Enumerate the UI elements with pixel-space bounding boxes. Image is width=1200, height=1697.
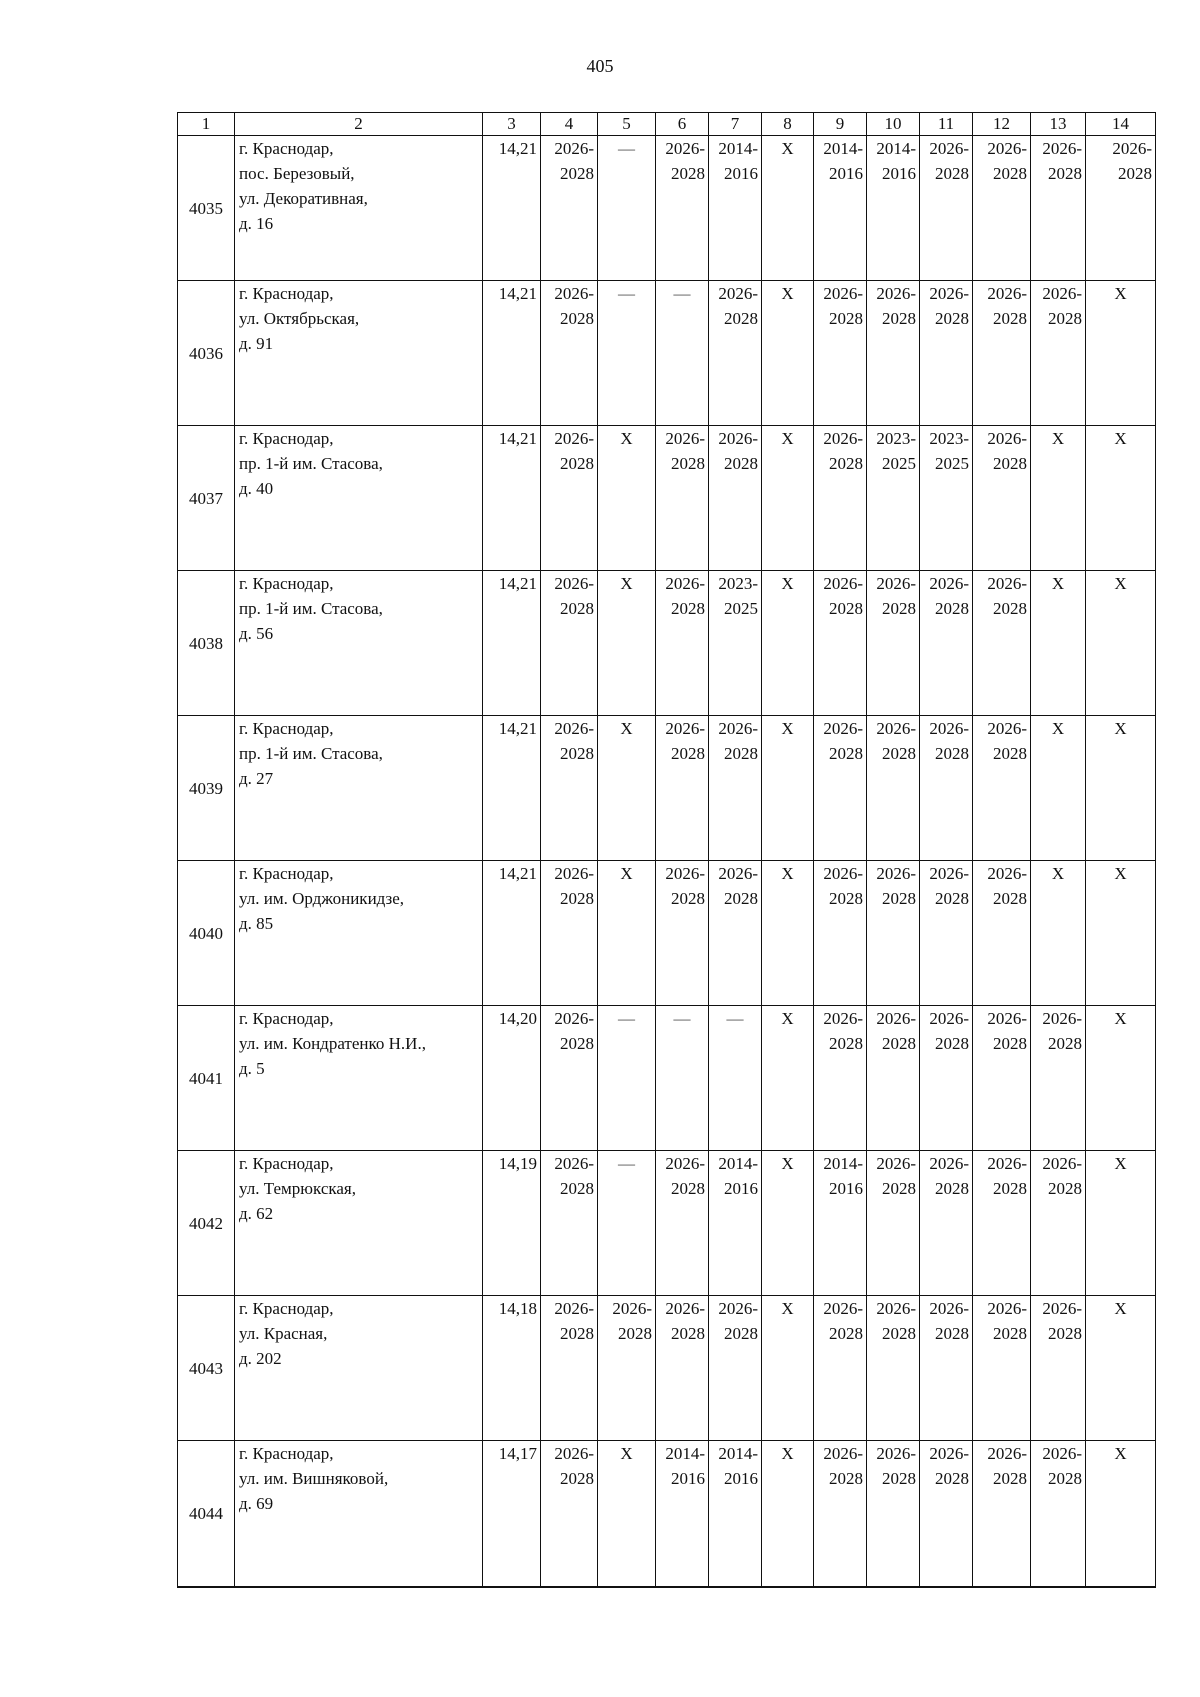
period-cell: 2026- 2028 (814, 426, 867, 571)
column-number-3: 3 (483, 113, 541, 136)
period-cell: 2026- 2028 (541, 571, 598, 716)
address-line: д. 91 (239, 334, 274, 353)
period-cell: 2026- 2028 (541, 426, 598, 571)
value-cell: 14,17 (483, 1441, 541, 1587)
table-row (178, 1296, 1156, 1441)
column-number-11: 11 (920, 113, 973, 136)
address-line: г. Краснодар, (239, 574, 334, 593)
period-cell: 2026- 2028 (867, 861, 920, 1006)
period-cell: 2026- 2028 (814, 1441, 867, 1587)
address-cell (235, 1296, 483, 1441)
address-line: д. 5 (239, 1059, 265, 1078)
period-cell: 2026- 2028 (973, 1151, 1031, 1296)
period-cell: 2026- 2028 (541, 281, 598, 426)
table-row (178, 1006, 1156, 1151)
period-cell: 2026- 2028 (867, 1441, 920, 1587)
row-number-cell: 4039 (178, 716, 235, 861)
period-cell: 2026- 2028 (656, 571, 709, 716)
period-cell: Х (762, 861, 814, 1006)
dash-mark: — (673, 1009, 691, 1028)
address-line: ул. им. Орджоникидзе, (239, 889, 405, 908)
period-cell: Х (1086, 571, 1156, 716)
period-cell: 2026- 2028 (656, 1151, 709, 1296)
period-cell: 2026- 2028 (973, 716, 1031, 861)
period-cell: 2026- 2028 (973, 426, 1031, 571)
dash-mark: — (618, 1009, 635, 1028)
period-cell: 2026- 2028 (973, 571, 1031, 716)
period-cell: 2026- 2028 (920, 1296, 973, 1441)
address-line: д. 56 (239, 624, 274, 643)
period-cell: 2014- 2016 (867, 136, 920, 281)
period-cell: 2026- 2028 (920, 1151, 973, 1296)
period-cell: Х (1086, 1296, 1156, 1441)
address-line: г. Краснодар, (239, 1444, 334, 1463)
address-line: г. Краснодар, (239, 139, 334, 158)
column-number-9: 9 (814, 113, 867, 136)
row-number-cell: 4035 (178, 136, 235, 281)
period-cell: 2023- 2025 (920, 426, 973, 571)
period-cell: Х (762, 426, 814, 571)
period-cell: 2026- 2028 (867, 1151, 920, 1296)
address-line: пос. Березовый, (239, 164, 355, 183)
table-row (178, 1441, 1156, 1587)
table-row (178, 571, 1156, 716)
table-row (178, 136, 1156, 281)
address-cell (235, 1151, 483, 1296)
period-cell: Х (762, 1006, 814, 1151)
table-row (178, 861, 1156, 1006)
dash-mark: — (618, 284, 635, 303)
period-cell: 2026- 2028 (973, 1296, 1031, 1441)
period-cell: 2026- 2028 (814, 1006, 867, 1151)
period-cell: Х (762, 571, 814, 716)
period-cell: Х (762, 1296, 814, 1441)
period-cell: 2026- 2028 (814, 571, 867, 716)
period-cell: Х (1086, 426, 1156, 571)
period-cell: 2026- 2028 (920, 716, 973, 861)
table-row (178, 716, 1156, 861)
address-line: ул. Темрюкская, (239, 1179, 356, 1198)
address-cell (235, 1441, 483, 1587)
period-cell: 2014- 2016 (709, 1441, 762, 1587)
period-cell (598, 1006, 656, 1151)
value-cell: 14,21 (483, 136, 541, 281)
period-cell: 2026- 2028 (709, 861, 762, 1006)
table-body (178, 136, 1156, 1587)
period-cell: Х (598, 716, 656, 861)
value-cell: 14,18 (483, 1296, 541, 1441)
period-cell: 2026- 2028 (920, 1006, 973, 1151)
address-cell (235, 281, 483, 426)
period-cell: 2026- 2028 (814, 861, 867, 1006)
address-cell (235, 426, 483, 571)
period-cell: 2026- 2028 (814, 1296, 867, 1441)
address-line: г. Краснодар, (239, 1009, 334, 1028)
address-line: ул. Красная, (239, 1324, 328, 1343)
address-line: г. Краснодар, (239, 1154, 334, 1173)
period-cell: Х (1086, 281, 1156, 426)
column-number-8: 8 (762, 113, 814, 136)
address-line: д. 16 (239, 214, 274, 233)
table-row (178, 281, 1156, 426)
period-cell: 2026- 2028 (867, 716, 920, 861)
address-line: д. 69 (239, 1494, 274, 1513)
period-cell: 2026- 2028 (867, 1296, 920, 1441)
period-cell: 2026- 2028 (656, 1296, 709, 1441)
period-cell: 2026- 2028 (541, 1296, 598, 1441)
period-cell: 2026- 2028 (541, 716, 598, 861)
column-number-1: 1 (178, 113, 235, 136)
column-number-4: 4 (541, 113, 598, 136)
period-cell: 2026- 2028 (973, 281, 1031, 426)
period-cell: Х (1031, 571, 1086, 716)
period-cell: Х (1086, 1151, 1156, 1296)
period-cell: Х (598, 571, 656, 716)
row-number-cell: 4044 (178, 1441, 235, 1587)
period-cell: 2026- 2028 (973, 861, 1031, 1006)
register-table (177, 112, 1156, 1588)
value-cell: 14,21 (483, 281, 541, 426)
address-cell (235, 136, 483, 281)
period-cell (709, 1006, 762, 1151)
address-cell (235, 1006, 483, 1151)
value-cell: 14,20 (483, 1006, 541, 1151)
period-cell (598, 136, 656, 281)
period-cell: 2026- 2028 (1031, 136, 1086, 281)
period-cell: 2023- 2025 (709, 571, 762, 716)
column-number-10: 10 (867, 113, 920, 136)
period-cell: 2026- 2028 (1031, 1296, 1086, 1441)
period-cell: Х (598, 861, 656, 1006)
period-cell: 2026- 2028 (973, 1006, 1031, 1151)
period-cell: 2026- 2028 (541, 136, 598, 281)
row-number-cell: 4038 (178, 571, 235, 716)
address-line: г. Краснодар, (239, 429, 334, 448)
period-cell: 2026- 2028 (920, 1441, 973, 1587)
address-line: д. 27 (239, 769, 274, 788)
column-number-7: 7 (709, 113, 762, 136)
period-cell: 2026- 2028 (814, 281, 867, 426)
address-line: пр. 1-й им. Стасова, (239, 599, 383, 618)
period-cell (598, 281, 656, 426)
dash-mark: — (618, 139, 635, 158)
address-line: г. Краснодар, (239, 864, 334, 883)
address-cell (235, 571, 483, 716)
period-cell: 2026- 2028 (656, 426, 709, 571)
value-cell: 14,21 (483, 861, 541, 1006)
period-cell: 2026- 2028 (867, 571, 920, 716)
table-row (178, 426, 1156, 571)
period-cell: 2023- 2025 (867, 426, 920, 571)
period-cell: Х (1086, 1006, 1156, 1151)
period-cell: Х (1086, 861, 1156, 1006)
period-cell: 2026- 2028 (920, 571, 973, 716)
address-cell (235, 861, 483, 1006)
period-cell: 2026- 2028 (973, 136, 1031, 281)
period-cell: 2014- 2016 (709, 136, 762, 281)
period-cell: Х (762, 1151, 814, 1296)
row-number-cell: 4036 (178, 281, 235, 426)
column-number-2: 2 (235, 113, 483, 136)
period-cell: 2026- 2028 (598, 1296, 656, 1441)
address-line: д. 40 (239, 479, 274, 498)
dash-mark: — (726, 1009, 744, 1028)
period-cell: 2026- 2028 (814, 716, 867, 861)
address-line: г. Краснодар, (239, 1299, 334, 1318)
period-cell: 2026- 2028 (920, 281, 973, 426)
column-number-5: 5 (598, 113, 656, 136)
column-number-6: 6 (656, 113, 709, 136)
period-cell: 2026- 2028 (920, 861, 973, 1006)
period-cell: Х (1031, 861, 1086, 1006)
period-cell: Х (1086, 716, 1156, 861)
period-cell: 2014- 2016 (814, 1151, 867, 1296)
period-cell: 2026- 2028 (656, 716, 709, 861)
row-number-cell: 4041 (178, 1006, 235, 1151)
period-cell: Х (1031, 426, 1086, 571)
period-cell: 2026- 2028 (541, 861, 598, 1006)
dash-mark: — (673, 284, 691, 303)
period-cell: 2026- 2028 (867, 281, 920, 426)
row-number-cell: 4037 (178, 426, 235, 571)
period-cell: Х (1086, 1441, 1156, 1587)
period-cell: 2026- 2028 (1031, 1151, 1086, 1296)
value-cell: 14,21 (483, 571, 541, 716)
period-cell: 2026- 2028 (920, 136, 973, 281)
period-cell: 2026- 2028 (1086, 136, 1156, 281)
period-cell: Х (598, 426, 656, 571)
period-cell: Х (762, 281, 814, 426)
value-cell: 14,21 (483, 716, 541, 861)
period-cell: 2026- 2028 (709, 716, 762, 861)
address-line: д. 202 (239, 1349, 282, 1368)
period-cell: 2026- 2028 (709, 281, 762, 426)
period-cell: 2026- 2028 (541, 1006, 598, 1151)
address-line: ул. Декоративная, (239, 189, 368, 208)
period-cell: Х (762, 716, 814, 861)
period-cell: 2026- 2028 (656, 861, 709, 1006)
column-number-row (178, 113, 1156, 136)
address-line: ул. Октябрьская, (239, 309, 360, 328)
period-cell: 2026- 2028 (867, 1006, 920, 1151)
period-cell: 2026- 2028 (709, 426, 762, 571)
period-cell: 2026- 2028 (1031, 281, 1086, 426)
column-number-12: 12 (973, 113, 1031, 136)
row-number-cell: 4040 (178, 861, 235, 1006)
period-cell: 2014- 2016 (814, 136, 867, 281)
dash-mark: — (618, 1154, 635, 1173)
period-cell: 2026- 2028 (656, 136, 709, 281)
period-cell: 2026- 2028 (709, 1296, 762, 1441)
address-line: г. Краснодар, (239, 284, 334, 303)
address-cell (235, 716, 483, 861)
row-number-cell: 4043 (178, 1296, 235, 1441)
address-line: пр. 1-й им. Стасова, (239, 744, 383, 763)
address-line: г. Краснодар, (239, 719, 334, 738)
table-row (178, 1151, 1156, 1296)
address-line: пр. 1-й им. Стасова, (239, 454, 383, 473)
address-line: ул. им. Вишняковой, (239, 1469, 389, 1488)
period-cell: Х (1031, 716, 1086, 861)
column-number-13: 13 (1031, 113, 1086, 136)
period-cell (598, 1151, 656, 1296)
column-number-14: 14 (1086, 113, 1156, 136)
period-cell: 2026- 2028 (973, 1441, 1031, 1587)
row-number-cell: 4042 (178, 1151, 235, 1296)
period-cell: 2014- 2016 (656, 1441, 709, 1587)
address-line: ул. им. Кондратенко Н.И., (239, 1034, 426, 1053)
period-cell: 2026- 2028 (1031, 1006, 1086, 1151)
period-cell: Х (762, 1441, 814, 1587)
value-cell: 14,19 (483, 1151, 541, 1296)
period-cell: 2014- 2016 (709, 1151, 762, 1296)
period-cell: Х (598, 1441, 656, 1587)
period-cell: 2026- 2028 (541, 1441, 598, 1587)
period-cell (656, 281, 709, 426)
period-cell: 2026- 2028 (541, 1151, 598, 1296)
address-line: д. 62 (239, 1204, 274, 1223)
period-cell: Х (762, 136, 814, 281)
address-line: д. 85 (239, 914, 274, 933)
period-cell (656, 1006, 709, 1151)
value-cell: 14,21 (483, 426, 541, 571)
page-number: 405 (586, 56, 614, 76)
period-cell: 2026- 2028 (1031, 1441, 1086, 1587)
